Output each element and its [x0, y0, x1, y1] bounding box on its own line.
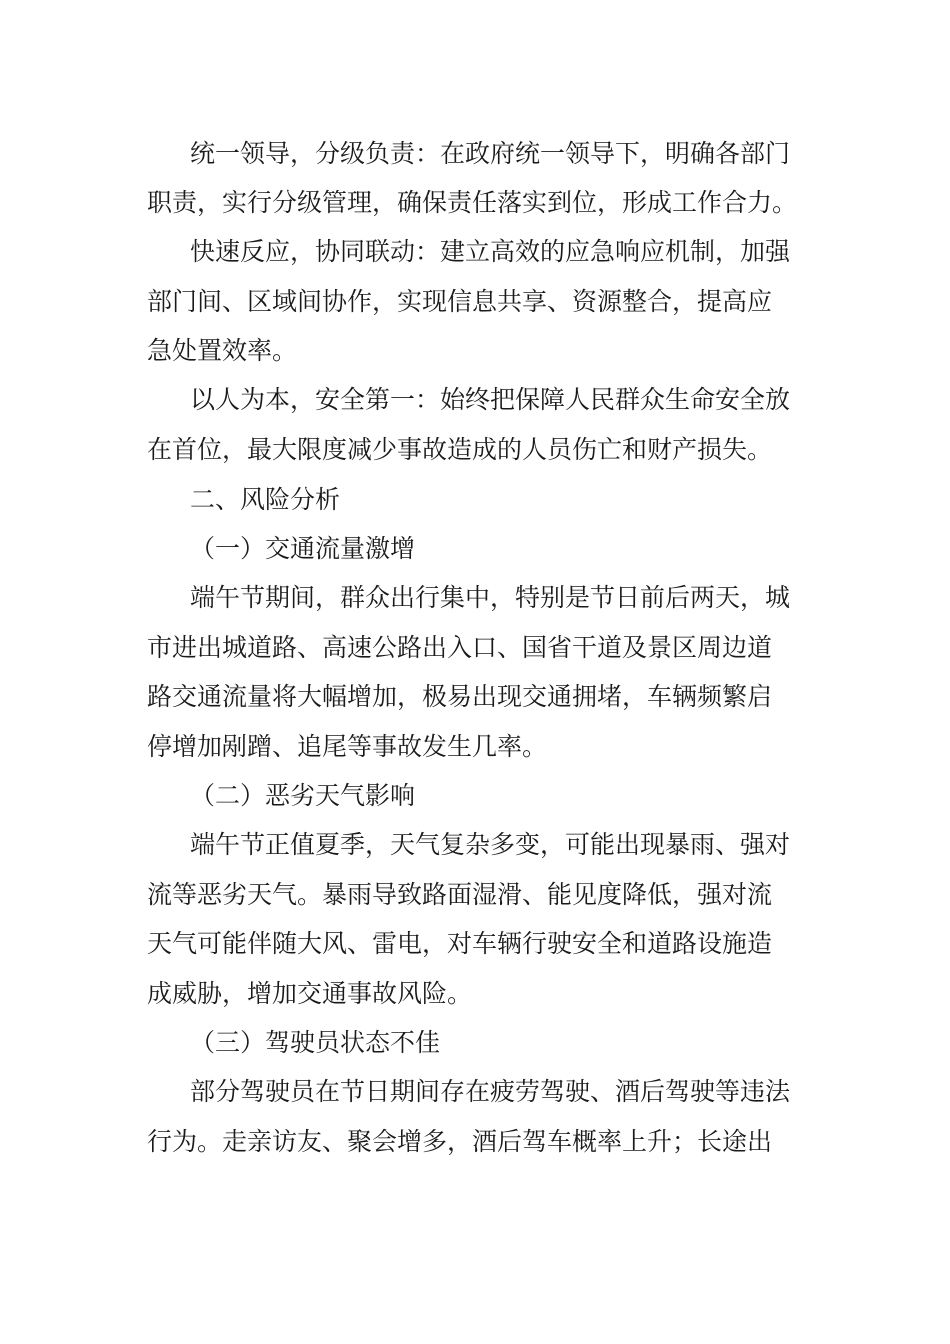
principle-1-line-1: 统一领导，分级负责：在政府统一领导下，明确各部门: [190, 139, 791, 168]
principle-2-line-3: 急处置效率。: [147, 336, 298, 365]
traffic-para-line-2: 市进出城道路、高速公路出入口、国省干道及景区周边道: [147, 633, 773, 662]
section-heading-risk-analysis: 二、风险分析: [190, 485, 341, 514]
subheading-traffic-surge: （一）交通流量激增: [190, 534, 416, 563]
subheading-bad-weather: （二）恶劣天气影响: [190, 781, 416, 810]
weather-para-line-1: 端午节正值夏季，天气复杂多变，可能出现暴雨、强对: [190, 830, 791, 859]
principle-1-line-2: 职责，实行分级管理，确保责任落实到位，形成工作合力。: [147, 188, 798, 217]
traffic-para-line-1: 端午节期间，群众出行集中，特别是节日前后两天，城: [190, 583, 791, 612]
weather-para-line-3: 天气可能伴随大风、雷电，对车辆行驶安全和道路设施造: [147, 929, 773, 958]
traffic-para-line-3: 路交通流量将大幅增加，极易出现交通拥堵，车辆频繁启: [147, 682, 773, 711]
driver-para-line-2: 行为。走亲访友、聚会增多，酒后驾车概率上升；长途出: [147, 1127, 773, 1156]
principle-2-line-2: 部门间、区域间协作，实现信息共享、资源整合，提高应: [147, 287, 773, 316]
driver-para-line-1: 部分驾驶员在节日期间存在疲劳驾驶、酒后驾驶等违法: [190, 1077, 791, 1106]
principle-3-line-1: 以人为本，安全第一：始终把保障人民群众生命安全放: [190, 385, 791, 414]
traffic-para-line-4: 停增加剐蹭、追尾等事故发生几率。: [147, 732, 548, 761]
weather-para-line-4: 成威胁，增加交通事故风险。: [147, 979, 473, 1008]
principle-2-line-1: 快速反应，协同联动：建立高效的应急响应机制，加强: [190, 237, 791, 266]
subheading-driver-condition: （三）驾驶员状态不佳: [190, 1028, 441, 1057]
weather-para-line-2: 流等恶劣天气。暴雨导致路面湿滑、能见度降低，强对流: [147, 880, 773, 909]
principle-3-line-2: 在首位，最大限度减少事故造成的人员伤亡和财产损失。: [147, 435, 773, 464]
